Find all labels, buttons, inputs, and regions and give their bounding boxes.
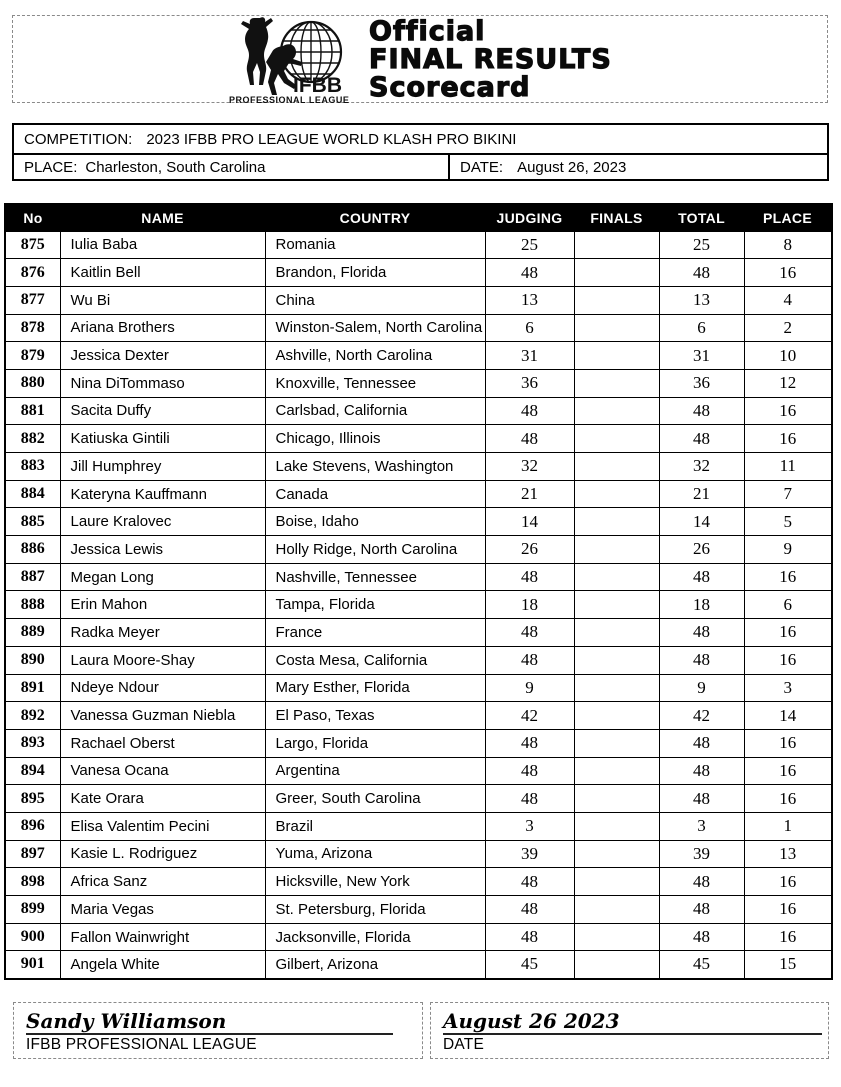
judging-score: 25: [485, 231, 574, 259]
competitor-number: 882: [5, 425, 60, 453]
col-header-name: NAME: [60, 204, 265, 231]
total-score: 9: [659, 674, 744, 702]
competition-row: [14, 125, 827, 155]
table-row: [5, 453, 832, 481]
judging-score: 3: [485, 812, 574, 840]
table-row: [5, 674, 832, 702]
place-result: 16: [744, 896, 832, 924]
total-score: 48: [659, 619, 744, 647]
competitor-number: 890: [5, 646, 60, 674]
competitor-name: Jill Humphrey: [60, 453, 265, 481]
place-value: Charleston, South Carolina: [85, 158, 266, 176]
date-label: DATE:: [460, 158, 504, 176]
title-line-1: Official: [369, 16, 486, 47]
competitor-country: El Paso, Texas: [265, 702, 485, 730]
competition-name: 2023 IFBB PRO LEAGUE WORLD KLASH PRO BIKINI: [146, 130, 517, 148]
logo-league-text: PROFESSIONAL LEAGUE: [229, 95, 350, 105]
place-result: 7: [744, 480, 832, 508]
table-row: [5, 646, 832, 674]
competitor-number: 887: [5, 563, 60, 591]
ifbb-globe-logo-icon: [227, 12, 363, 106]
table-row: [5, 314, 832, 342]
judging-score: 26: [485, 536, 574, 564]
competitor-country: Ashville, North Carolina: [265, 342, 485, 370]
place-result: 16: [744, 923, 832, 951]
judging-score: 18: [485, 591, 574, 619]
total-score: 48: [659, 563, 744, 591]
judging-score: 48: [485, 563, 574, 591]
table-row: [5, 896, 832, 924]
competitor-name: Elisa Valentim Pecini: [60, 812, 265, 840]
competitor-number: 900: [5, 923, 60, 951]
place-result: 10: [744, 342, 832, 370]
competitor-country: Romania: [265, 231, 485, 259]
competitor-name: Fallon Wainwright: [60, 923, 265, 951]
competitor-number: 877: [5, 286, 60, 314]
judging-score: 45: [485, 951, 574, 979]
title-line-2: FINAL RESULTS: [369, 44, 612, 75]
place-result: 16: [744, 757, 832, 785]
date-caption: DATE: [443, 1036, 484, 1053]
competitor-number: 884: [5, 480, 60, 508]
judging-score: 9: [485, 674, 574, 702]
competitor-name: Kate Orara: [60, 785, 265, 813]
competitor-country: St. Petersburg, Florida: [265, 896, 485, 924]
total-score: 48: [659, 397, 744, 425]
total-score: 25: [659, 231, 744, 259]
table-row: [5, 259, 832, 287]
col-header-place: PLACE: [744, 204, 832, 231]
date-cell: [450, 155, 827, 179]
total-score: 14: [659, 508, 744, 536]
table-row: [5, 508, 832, 536]
competitor-country: Costa Mesa, California: [265, 646, 485, 674]
competitor-country: Lake Stevens, Washington: [265, 453, 485, 481]
total-score: 48: [659, 259, 744, 287]
competitor-country: Holly Ridge, North Carolina: [265, 536, 485, 564]
table-row: [5, 480, 832, 508]
competitor-number: 880: [5, 369, 60, 397]
finals-score: [574, 646, 659, 674]
competitor-name: Rachael Oberst: [60, 729, 265, 757]
finals-score: [574, 425, 659, 453]
competitor-number: 898: [5, 868, 60, 896]
finals-score: [574, 342, 659, 370]
place-result: 13: [744, 840, 832, 868]
total-score: 31: [659, 342, 744, 370]
finals-score: [574, 591, 659, 619]
place-cell: [14, 155, 450, 179]
competitor-number: 883: [5, 453, 60, 481]
competitor-number: 893: [5, 729, 60, 757]
competitor-country: Nashville, Tennessee: [265, 563, 485, 591]
competitor-country: Mary Esther, Florida: [265, 674, 485, 702]
finals-score: [574, 508, 659, 536]
competition-label: COMPETITION:: [24, 130, 133, 148]
table-row: [5, 812, 832, 840]
judging-score: 48: [485, 425, 574, 453]
finals-score: [574, 951, 659, 979]
table-row: [5, 619, 832, 647]
competitor-country: Jacksonville, Florida: [265, 923, 485, 951]
competitor-number: 895: [5, 785, 60, 813]
judging-score: 32: [485, 453, 574, 481]
total-score: 45: [659, 951, 744, 979]
place-result: 16: [744, 259, 832, 287]
competitor-country: China: [265, 286, 485, 314]
signature-script: Sandy Williamson: [26, 1009, 227, 1033]
signature-rule: [228, 1011, 393, 1035]
date-value: August 26, 2023: [517, 158, 627, 176]
competitor-name: Sacita Duffy: [60, 397, 265, 425]
judging-score: 48: [485, 868, 574, 896]
signature-caption: IFBB PROFESSIONAL LEAGUE: [26, 1036, 257, 1053]
total-score: 21: [659, 480, 744, 508]
competitor-name: Megan Long: [60, 563, 265, 591]
competitor-name: Katiuska Gintili: [60, 425, 265, 453]
total-score: 39: [659, 840, 744, 868]
competitor-number: 889: [5, 619, 60, 647]
judging-score: 42: [485, 702, 574, 730]
finals-score: [574, 286, 659, 314]
finals-score: [574, 453, 659, 481]
table-row: [5, 425, 832, 453]
competitor-country: Greer, South Carolina: [265, 785, 485, 813]
finals-score: [574, 896, 659, 924]
competitor-number: 891: [5, 674, 60, 702]
table-row: [5, 397, 832, 425]
place-result: 16: [744, 563, 832, 591]
place-result: 16: [744, 785, 832, 813]
place-result: 3: [744, 674, 832, 702]
competitor-country: Canada: [265, 480, 485, 508]
place-result: 2: [744, 314, 832, 342]
competitor-name: Iulia Baba: [60, 231, 265, 259]
place-result: 11: [744, 453, 832, 481]
competitor-country: Boise, Idaho: [265, 508, 485, 536]
total-score: 48: [659, 646, 744, 674]
table-row: [5, 840, 832, 868]
results-header-row: [5, 204, 832, 231]
total-score: 6: [659, 314, 744, 342]
table-row: [5, 785, 832, 813]
competitor-name: Ariana Brothers: [60, 314, 265, 342]
total-score: 32: [659, 453, 744, 481]
col-header-no: No: [5, 204, 60, 231]
place-result: 6: [744, 591, 832, 619]
judging-score: 48: [485, 646, 574, 674]
total-score: 42: [659, 702, 744, 730]
place-result: 4: [744, 286, 832, 314]
judging-score: 21: [485, 480, 574, 508]
date-signature-box: [430, 1002, 829, 1059]
finals-score: [574, 868, 659, 896]
competitor-number: 897: [5, 840, 60, 868]
judging-score: 48: [485, 757, 574, 785]
judging-score: 48: [485, 896, 574, 924]
finals-score: [574, 785, 659, 813]
table-row: [5, 536, 832, 564]
competitor-number: 875: [5, 231, 60, 259]
competitor-name: Kaitlin Bell: [60, 259, 265, 287]
judging-score: 36: [485, 369, 574, 397]
judging-score: 39: [485, 840, 574, 868]
competitor-name: Laura Moore-Shay: [60, 646, 265, 674]
total-score: 48: [659, 923, 744, 951]
date-rule: [622, 1011, 822, 1035]
competitor-number: 878: [5, 314, 60, 342]
competitor-country: Chicago, Illinois: [265, 425, 485, 453]
competitor-country: Gilbert, Arizona: [265, 951, 485, 979]
competitor-country: Hicksville, New York: [265, 868, 485, 896]
judging-score: 48: [485, 785, 574, 813]
competitor-country: Tampa, Florida: [265, 591, 485, 619]
competitor-name: Erin Mahon: [60, 591, 265, 619]
judging-score: 6: [485, 314, 574, 342]
competitor-number: 881: [5, 397, 60, 425]
results-table: [4, 203, 833, 980]
competitor-country: Knoxville, Tennessee: [265, 369, 485, 397]
finals-score: [574, 480, 659, 508]
competitor-number: 892: [5, 702, 60, 730]
competitor-number: 879: [5, 342, 60, 370]
total-score: 48: [659, 729, 744, 757]
judging-score: 48: [485, 397, 574, 425]
competitor-number: 876: [5, 259, 60, 287]
finals-score: [574, 840, 659, 868]
competitor-number: 894: [5, 757, 60, 785]
competitor-country: Argentina: [265, 757, 485, 785]
judging-score: 31: [485, 342, 574, 370]
total-score: 48: [659, 868, 744, 896]
finals-score: [574, 259, 659, 287]
col-header-finals: FINALS: [574, 204, 659, 231]
competitor-name: Kasie L. Rodriguez: [60, 840, 265, 868]
table-row: [5, 231, 832, 259]
scorecard-header: [12, 15, 828, 103]
finals-score: [574, 231, 659, 259]
judging-score: 48: [485, 259, 574, 287]
logo-ifbb-text: IFBB: [293, 74, 342, 97]
place-result: 16: [744, 868, 832, 896]
total-score: 48: [659, 896, 744, 924]
competitor-number: 896: [5, 812, 60, 840]
scorecard-title: [369, 18, 612, 102]
total-score: 3: [659, 812, 744, 840]
finals-score: [574, 702, 659, 730]
competitor-name: Jessica Lewis: [60, 536, 265, 564]
competitor-number: 899: [5, 896, 60, 924]
finals-score: [574, 674, 659, 702]
competitor-name: Ndeye Ndour: [60, 674, 265, 702]
place-result: 12: [744, 369, 832, 397]
judging-score: 13: [485, 286, 574, 314]
results-body: [5, 231, 832, 979]
place-result: 9: [744, 536, 832, 564]
table-row: [5, 951, 832, 979]
competitor-name: Vanessa Guzman Niebla: [60, 702, 265, 730]
table-row: [5, 868, 832, 896]
judging-score: 48: [485, 729, 574, 757]
judging-score: 48: [485, 619, 574, 647]
competitor-name: Angela White: [60, 951, 265, 979]
finals-score: [574, 729, 659, 757]
competition-info-box: [12, 123, 829, 181]
judging-score: 14: [485, 508, 574, 536]
table-row: [5, 286, 832, 314]
competitor-country: Brazil: [265, 812, 485, 840]
col-header-total: TOTAL: [659, 204, 744, 231]
table-row: [5, 923, 832, 951]
table-row: [5, 342, 832, 370]
competitor-name: Wu Bi: [60, 286, 265, 314]
competitor-country: Brandon, Florida: [265, 259, 485, 287]
finals-score: [574, 757, 659, 785]
competitor-name: Jessica Dexter: [60, 342, 265, 370]
finals-score: [574, 563, 659, 591]
competitor-name: Maria Vegas: [60, 896, 265, 924]
col-header-judging: JUDGING: [485, 204, 574, 231]
place-result: 16: [744, 646, 832, 674]
total-score: 48: [659, 425, 744, 453]
finals-score: [574, 397, 659, 425]
competitor-name: Nina DiTommaso: [60, 369, 265, 397]
place-label: PLACE:: [24, 158, 78, 176]
competitor-name: Laure Kralovec: [60, 508, 265, 536]
place-result: 5: [744, 508, 832, 536]
place-result: 8: [744, 231, 832, 259]
competitor-name: Kateryna Kauffmann: [60, 480, 265, 508]
table-row: [5, 591, 832, 619]
place-result: 16: [744, 619, 832, 647]
competitor-country: Winston-Salem, North Carolina: [265, 314, 485, 342]
competitor-number: 888: [5, 591, 60, 619]
place-result: 16: [744, 397, 832, 425]
finals-score: [574, 314, 659, 342]
finals-score: [574, 812, 659, 840]
finals-score: [574, 536, 659, 564]
competitor-name: Africa Sanz: [60, 868, 265, 896]
table-row: [5, 702, 832, 730]
finals-score: [574, 619, 659, 647]
competitor-number: 885: [5, 508, 60, 536]
table-row: [5, 563, 832, 591]
competitor-country: France: [265, 619, 485, 647]
competitor-country: Yuma, Arizona: [265, 840, 485, 868]
total-score: 26: [659, 536, 744, 564]
competitor-name: Vanesa Ocana: [60, 757, 265, 785]
title-line-3: Scorecard: [369, 72, 531, 103]
table-row: [5, 369, 832, 397]
col-header-country: COUNTRY: [265, 204, 485, 231]
date-script: August 26 2023: [443, 1009, 620, 1033]
total-score: 36: [659, 369, 744, 397]
table-row: [5, 757, 832, 785]
competitor-number: 901: [5, 951, 60, 979]
competitor-name: Radka Meyer: [60, 619, 265, 647]
place-result: 14: [744, 702, 832, 730]
place-result: 15: [744, 951, 832, 979]
place-result: 16: [744, 729, 832, 757]
competitor-country: Largo, Florida: [265, 729, 485, 757]
ifbb-logo: [227, 12, 363, 106]
total-score: 18: [659, 591, 744, 619]
competitor-country: Carlsbad, California: [265, 397, 485, 425]
place-result: 16: [744, 425, 832, 453]
finals-score: [574, 923, 659, 951]
judging-score: 48: [485, 923, 574, 951]
total-score: 13: [659, 286, 744, 314]
competitor-number: 886: [5, 536, 60, 564]
signature-box: [13, 1002, 423, 1059]
total-score: 48: [659, 757, 744, 785]
table-row: [5, 729, 832, 757]
finals-score: [574, 369, 659, 397]
total-score: 48: [659, 785, 744, 813]
place-result: 1: [744, 812, 832, 840]
